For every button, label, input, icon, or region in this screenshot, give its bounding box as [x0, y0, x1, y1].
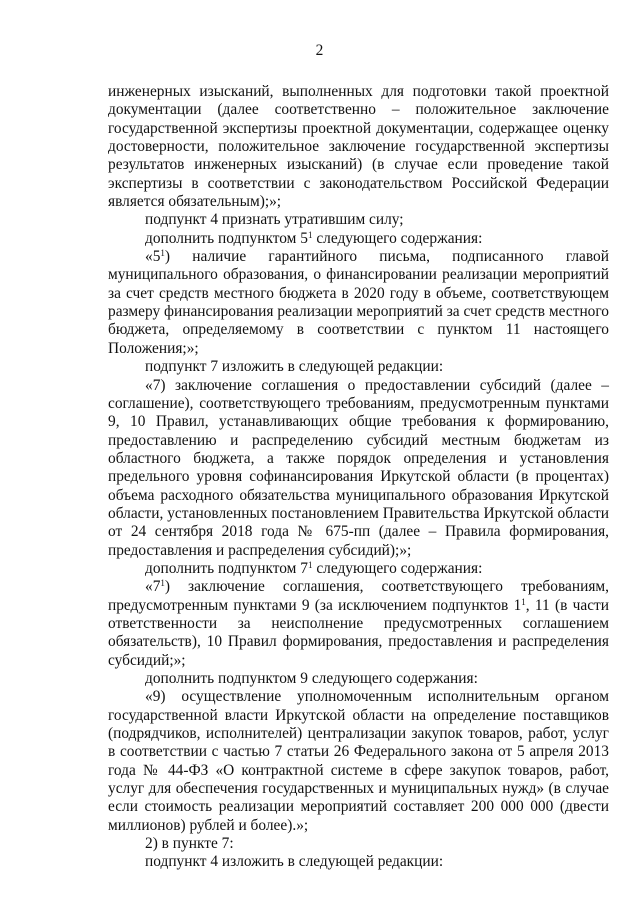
paragraph-p11: 2) в пункте 7:: [145, 835, 234, 853]
superscript-one: 1: [160, 578, 165, 589]
paragraph-p4: «$5^1$) наличие гарантийного письма, подписанного главой муниципального образования, о финансировании реализации мероприятий за счет средств местного бюджета в 2020 году в объеме, соответствующем размеру финансирования реализации мероприятий за счет средств местного бюджета, определяемому в соответствии с пунктом 11 настоящего Положения;»;: [108, 248, 609, 357]
paragraph-p10: «9) осуществление уполномоченным исполнительным органом государственной власти Иркутской области на определение поставщиков (подрядчиков, исполнителей) централизации закупок товаров, работ, услуг в соответствии с частью 7 статьи 26 Федерального закона от 5 апреля 2013 года № 44-ФЗ «О контрактной системе в сфере закупок товаров, работ, услуг для обеспечения государственных и муниципальных нужд» (в случае если стоимость реализации мероприятий составляет 200 000 000 (двести миллионов) рублей и более).»;: [108, 688, 609, 834]
paragraph-p9: дополнить подпунктом 9 следующего содержания:: [145, 670, 478, 687]
paragraph-p7: дополнить подпунктом $7^1$ следующего содержания:: [145, 559, 483, 577]
superscript-one: 1: [160, 248, 165, 259]
superscript-one: 1: [521, 596, 526, 607]
paragraph-p6: «7) заключение соглашения о предоставлении субсидий (далее – соглашение), соответствующего требованиям, предусмотренным пунктами 9, 10 Правил, устанавливающих общие требования к формированию, предоставлению и распределению субсидий местным бюджетам из областного бюджета, а также порядок определения и установления предельного уровня софинансирования Иркутской области (в процентах) объема расходного обязательства муниципального образования Иркутской области, установленных постановлением Правительства Иркутской области от 24 сентября 2018 года № 675-пп (далее – Правила формирования, предоставления и распределения субсидий);»;: [108, 376, 609, 559]
page-number: 2: [315, 42, 324, 59]
document-body: [108, 83, 609, 872]
superscript-one: 1: [307, 559, 313, 570]
paragraph-p12: подпункт 4 изложить в следующей редакции:: [145, 853, 444, 871]
paragraph-p5: подпункт 7 изложить в следующей редакции:: [145, 358, 444, 376]
paragraph-p3: дополнить подпунктом $5^1$ следующего содержания:: [145, 229, 483, 247]
paragraph-p1: инженерных изысканий, выполненных для подготовки такой проектной документации (далее соответственно – положительное заключение государственной экспертизы проектной документации, содержащее оценку достоверности, положительное заключение государственной экспертизы результатов инженерных изысканий) (в случае если проведение такой экспертизы в соответствии с законодательством Российской Федерации является обязательным);»;: [108, 83, 609, 211]
paragraph-p8: «$7^1$) заключение соглашения, соответствующего требованиям, предусмотренным пунктами 9 (за исключением подпунктов $1^1$, 11 (в части ответственности за неисполнение предусмотренных соглашением обязательств), 10 Правил формирования, предоставления и распределения субсидий;»;: [108, 578, 609, 669]
paragraph-p2: подпункт 4 признать утратившим силу;: [145, 211, 404, 229]
superscript-one: 1: [307, 229, 313, 240]
